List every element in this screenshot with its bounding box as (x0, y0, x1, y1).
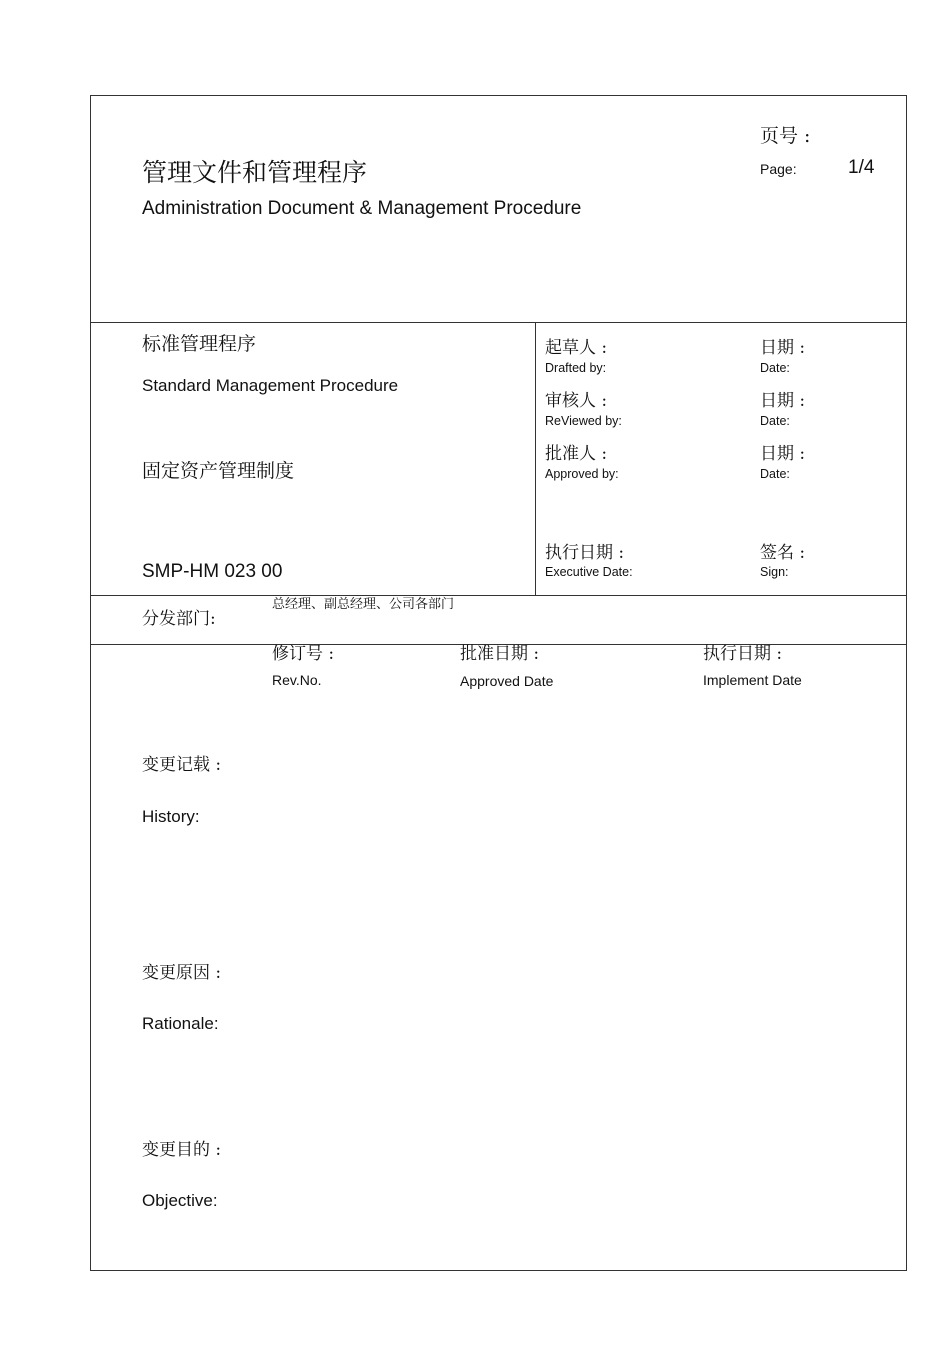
drafted-by-label-en: Drafted by: (545, 361, 607, 375)
approved-by-label-en: Approved by: (545, 467, 619, 481)
rev-no-label-cn: 修订号 : (272, 644, 335, 664)
sign-label-en: Sign: (760, 565, 789, 579)
approval-divider (90, 595, 907, 596)
procedure-type-cn: 标准管理程序 (142, 333, 257, 355)
executive-date-label-cn: 执行日期 : (545, 543, 625, 563)
approved-by-label-cn: 批准人 : (545, 444, 608, 464)
distribution-label: 分发部门: (142, 609, 216, 629)
approved-date-label-cn: 日期 : (760, 444, 806, 464)
document-title-cn: 管理文件和管理程序 (142, 158, 368, 187)
page-label-cn: 页号 : (760, 125, 811, 147)
sign-label-cn: 签名 : (760, 543, 806, 563)
rationale-label-cn: 变更原因 : (142, 963, 222, 983)
drafted-by-label-cn: 起草人 : (545, 338, 608, 358)
history-label-en: History: (142, 807, 200, 826)
history-label-cn: 变更记载 : (142, 755, 222, 775)
document-title-en: Administration Document & Management Procedure (142, 198, 582, 219)
executive-date-label-en: Executive Date: (545, 565, 633, 579)
objective-label-cn: 变更目的 : (142, 1140, 222, 1160)
drafted-date-label-cn: 日期 : (760, 338, 806, 358)
rev-no-label-en: Rev.No. (272, 672, 322, 688)
approved-date-col-cn: 批准日期 : (460, 644, 540, 664)
approved-date-label-en: Date: (760, 467, 790, 481)
page-number: 1/4 (848, 157, 875, 178)
reviewed-date-label-cn: 日期 : (760, 391, 806, 411)
drafted-date-label-en: Date: (760, 361, 790, 375)
distribution-value: 总经理、副总经理、公司各部门 (272, 597, 455, 612)
rationale-label-en: Rationale: (142, 1014, 219, 1033)
implement-date-col-cn: 执行日期 : (703, 644, 783, 664)
procedure-column-divider (535, 322, 536, 595)
procedure-type-en: Standard Management Procedure (142, 376, 399, 395)
reviewed-date-label-en: Date: (760, 414, 790, 428)
header-divider (90, 322, 907, 323)
procedure-code: SMP-HM 023 00 (142, 561, 283, 582)
reviewed-by-label-cn: 审核人 : (545, 391, 608, 411)
page-label-en: Page: (760, 161, 797, 177)
procedure-name-cn: 固定资产管理制度 (142, 460, 295, 482)
implement-date-col-en: Implement Date (703, 672, 802, 688)
approved-date-col-en: Approved Date (460, 673, 554, 689)
reviewed-by-label-en: ReViewed by: (545, 414, 622, 428)
objective-label-en: Objective: (142, 1191, 218, 1210)
